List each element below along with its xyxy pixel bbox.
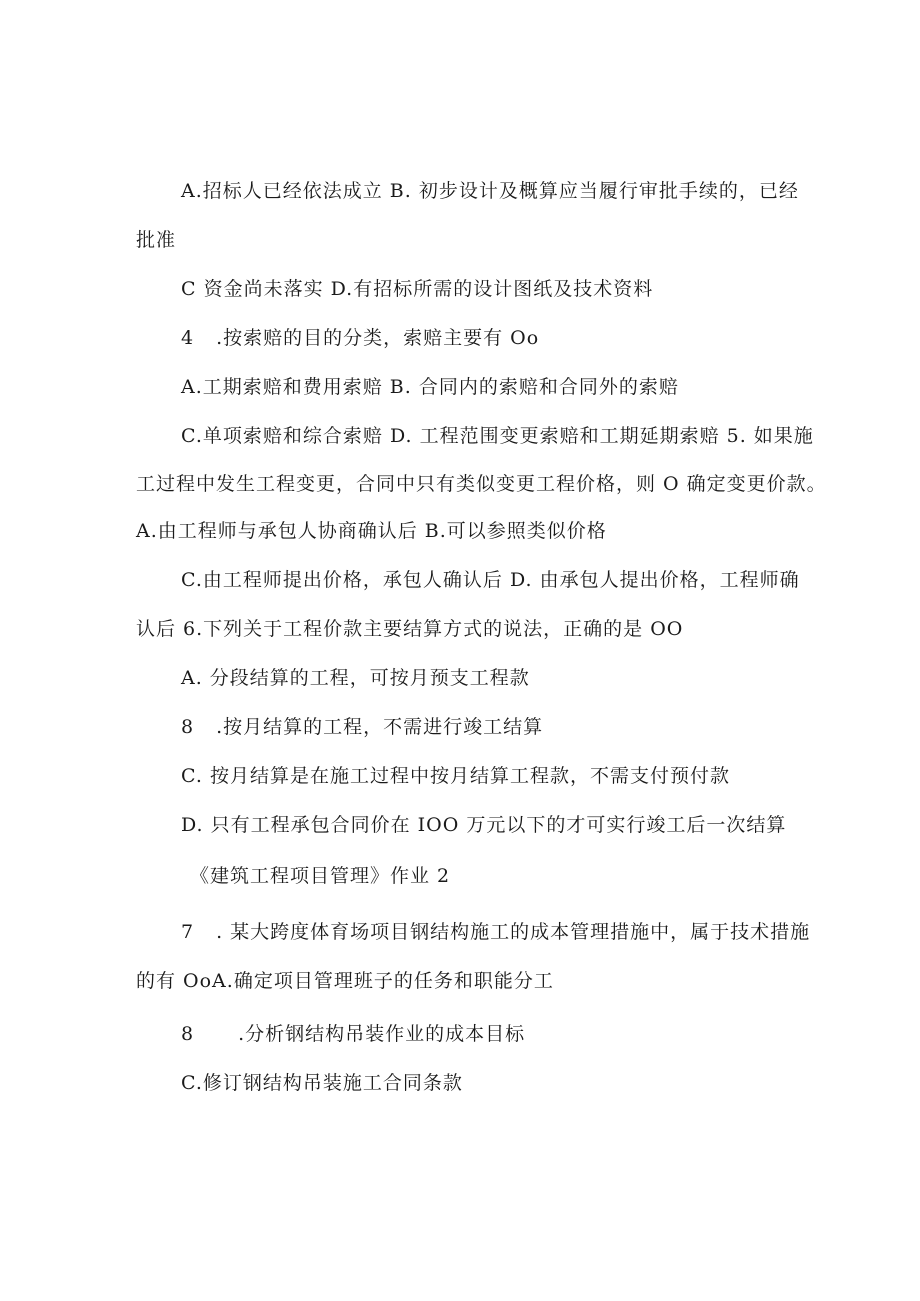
question-7 [181,920,810,944]
option-line [181,1022,525,1046]
text-line: 批准 [136,229,177,251]
question-number: 4 [181,327,195,349]
text-line: A.招标人已经依法成立 B. 初步设计及概算应当履行审批手续的，已经 [181,180,799,202]
option-text: .分析钢结构吊装作业的成本目标 [238,1023,526,1045]
text-line: A.由工程师与承包人协商确认后 B.可以参照类似价格 [136,520,607,542]
question-text: . 某大跨度体育场项目钢结构施工的成本管理措施中，属于技术措施 [216,921,811,943]
question-number: 7 [181,921,195,943]
question-4 [181,326,539,350]
text-line: D. 只有工程承包合同价在 IOO 万元以下的才可实行竣工后一次结算 [181,814,787,836]
text-line: 工过程中发生工程变更，合同中只有类似变更工程价格，则 O 确定变更价款。 [136,473,827,495]
text-line: 认后 6.下列关于工程价款主要结算方式的说法，正确的是 OO [136,618,684,640]
question-text: .按索赔的目的分类，索赔主要有 Oo [216,327,540,349]
option-line [181,715,543,739]
option-text: .按月结算的工程，不需进行竣工结算 [216,716,544,738]
option-number: 8 [181,1023,195,1045]
text-line: C.由工程师提出价格，承包人确认后 D. 由承包人提出价格，工程师确 [181,569,800,591]
section-title: 《建筑工程项目管理》作业 2 [190,865,451,887]
option-number: 8 [181,716,195,738]
text-line: C. 按月结算是在施工过程中按月结算工程款，不需支付预付款 [181,765,730,787]
text-line: A. 分段结算的工程，可按月预支工程款 [181,667,530,689]
text-line: C 资金尚未落实 D.有招标所需的设计图纸及技术资料 [181,278,654,300]
text-line: C.修订钢结构吊装施工合同条款 [181,1072,463,1094]
text-line: C.单项索赔和综合索赔 D. 工程范围变更索赔和工期延期索赔 5. 如果施 [181,425,814,447]
text-line: 的有 OoA.确定项目管理班子的任务和职能分工 [136,970,554,992]
text-line: A.工期索赔和费用索赔 B. 合同内的索赔和合同外的索赔 [181,376,679,398]
